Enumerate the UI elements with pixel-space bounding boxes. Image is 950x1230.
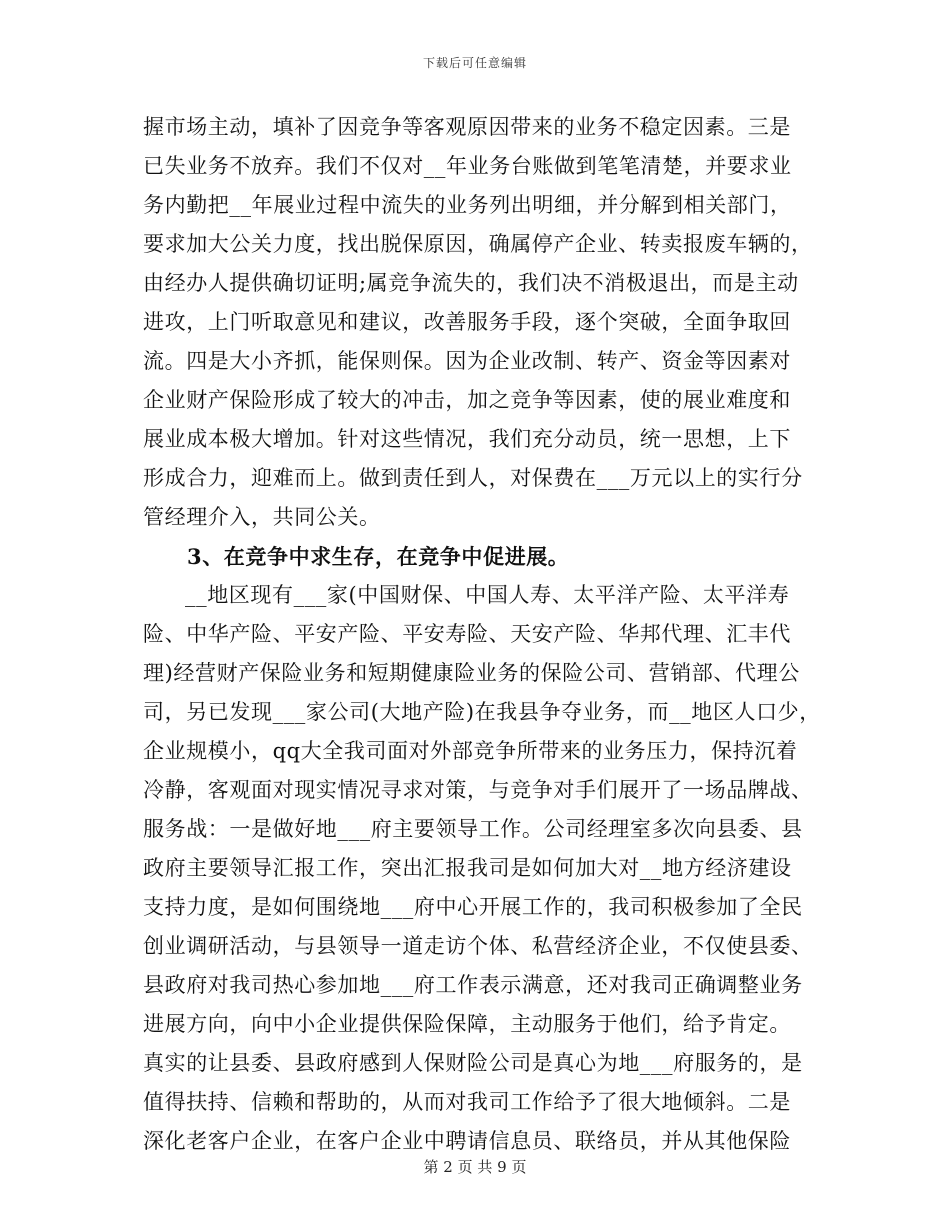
- paragraph-line: 握市场主动，填补了因竞争等客观原因带来的业务不稳定因素。三是: [143, 115, 791, 139]
- paragraph-line: 由经办人提供确切证明;属竞争流失的，我们决不消极退出，而是主动: [143, 271, 799, 295]
- paragraph-line: 值得扶持、信赖和帮助的，从而对我司工作给予了很大地倾斜。二是: [143, 1090, 791, 1114]
- paragraph-line: 进攻，上门听取意见和建议，改善服务手段，逐个突破，全面争取回: [143, 310, 791, 334]
- paragraph-line: 企业财产保险形成了较大的冲击，加之竞争等因素，使的展业难度和: [143, 388, 791, 412]
- paragraph-line: 司，另已发现___家公司(大地产险)在我县争夺业务，而__地区人口少，: [143, 700, 821, 724]
- section-heading: 3、在竞争中求生存，在竞争中促进展。: [187, 544, 570, 569]
- paragraph-line: 县政府对我司热心参加地___府工作表示满意，还对我司正确调整业务: [143, 973, 803, 997]
- paragraph-line: 管经理介入，共同公关。: [143, 505, 381, 529]
- paragraph-line: 展业成本极大增加。针对这些情况，我们充分动员，统一思想，上下: [143, 427, 791, 451]
- paragraph-line: 政府主要领导汇报工作，突出汇报我司是如何加大对__地方经济建设: [143, 856, 792, 880]
- page-header: 下载后可任意编辑: [422, 56, 527, 70]
- paragraph-line: 险、中华产险、平安产险、平安寿险、天安产险、华邦代理、汇丰代: [143, 622, 791, 646]
- paragraph-line: 支持力度，是如何围绕地___府中心开展工作的，我司积极参加了全民: [143, 895, 803, 919]
- paragraph-line: __地区现有___家(中国财保、中国人寿、太平洋产险、太平洋寿: [185, 583, 790, 607]
- paragraph-line: 要求加大公关力度，找出脱保原因，确属停产企业、转卖报废车辆的，: [143, 232, 813, 256]
- paragraph-line: 形成合力，迎难而上。做到责任到人，对保费在___万元以上的实行分: [143, 466, 803, 490]
- paragraph-line: 创业调研活动，与县领导一道走访个体、私营经济企业，不仅使县委、: [143, 934, 813, 958]
- paragraph-line: 冷静，客观面对现实情况寻求对策，与竞争对手们展开了一场品牌战、: [143, 778, 813, 802]
- page-number: 第 2 页 共 9 页: [423, 1158, 527, 1176]
- paragraph-line: 进展方向，向中小企业提供保险保障，主动服务于他们，给予肯定。: [143, 1012, 791, 1036]
- paragraph-line: 深化老客户企业，在客户企业中聘请信息员、联络员，并从其他保险: [143, 1129, 791, 1153]
- paragraph-line: 务内勤把__年展业过程中流失的业务列出明细，并分解到相关部门，: [143, 193, 792, 217]
- paragraph-line: 真实的让县委、县政府感到人保财险公司是真心为地___府服务的，是: [143, 1051, 803, 1075]
- paragraph-line: 企业规模小，qq大全我司面对外部竞争所带来的业务压力，保持沉着: [143, 739, 798, 763]
- paragraph-line: 流。四是大小齐抓，能保则保。因为企业改制、转产、资金等因素对: [143, 349, 791, 373]
- paragraph-line: 理)经营财产保险业务和短期健康险业务的保险公司、营销部、代理公: [143, 661, 800, 685]
- document-body: [143, 108, 821, 1161]
- paragraph-line: 已失业务不放弃。我们不仅对__年业务台账做到笔笔清楚，并要求业: [143, 154, 792, 178]
- paragraph-line: 服务战：一是做好地___府主要领导工作。公司经理室多次向县委、县: [143, 817, 803, 841]
